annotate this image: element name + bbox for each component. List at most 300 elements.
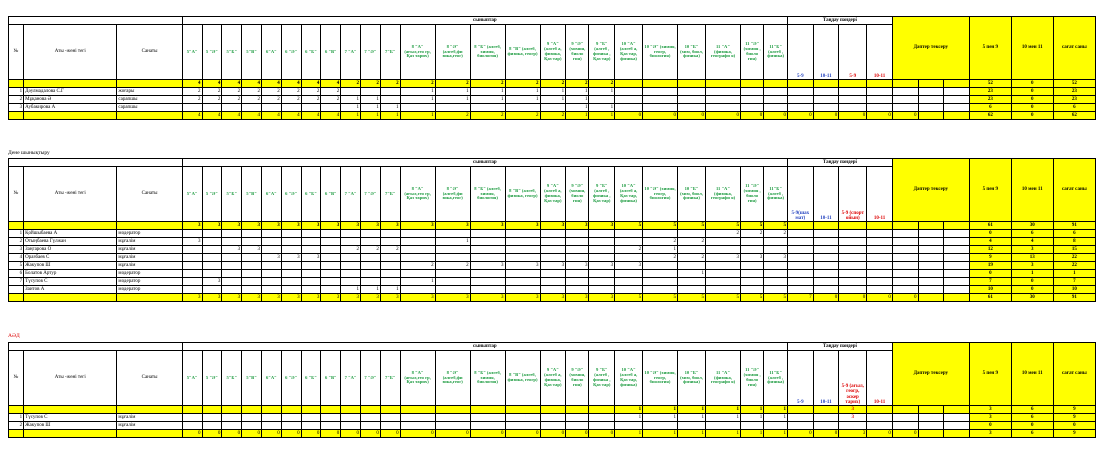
- row-cell: 3: [615, 262, 643, 270]
- row-total: 10: [969, 286, 1011, 294]
- plan-cell: 2: [361, 80, 381, 88]
- header-class: 5"А": [182, 351, 202, 406]
- group-header-electives: Таңдау пәндері: [787, 159, 892, 167]
- sum-cell: 3: [361, 294, 381, 302]
- table-row: [9, 262, 1096, 270]
- row-total: 0: [1053, 422, 1095, 430]
- plan-cell: 2: [341, 80, 361, 88]
- table-row: [9, 270, 1096, 278]
- row-cell: 1: [505, 96, 540, 104]
- row-total: 22: [1053, 254, 1095, 262]
- row-cell: [400, 422, 435, 430]
- sum-cell: 0: [706, 112, 741, 120]
- row-cell: [202, 246, 222, 254]
- row-cell: [615, 254, 643, 262]
- sum-elective: 0: [867, 430, 893, 438]
- row-cell: [380, 238, 400, 246]
- header-hours: сағат саны: [1053, 17, 1095, 80]
- sum-elective: 0: [839, 294, 867, 302]
- plan-cell: 3: [435, 222, 470, 230]
- sum-cell: 4: [301, 112, 321, 120]
- sum-cell: 4: [242, 112, 262, 120]
- row-cell: [589, 414, 615, 422]
- sum-elective: 3: [839, 430, 867, 438]
- row-total: 0: [969, 422, 1011, 430]
- row-cell: 3: [589, 262, 615, 270]
- row-cell: [281, 246, 301, 254]
- row-cell: [242, 104, 262, 112]
- row-cell: [566, 286, 589, 294]
- sum-cell: 0: [301, 430, 321, 438]
- row-cell: [321, 270, 341, 278]
- row-cell: [261, 246, 281, 254]
- header-class: 6 "Б": [301, 25, 321, 80]
- row-cell: [764, 422, 788, 430]
- row-cell: [202, 270, 222, 278]
- sum-cell: 0: [643, 112, 678, 120]
- row-total: 0: [969, 230, 1011, 238]
- row-cell: 3: [470, 262, 505, 270]
- row-position: сарапшы: [117, 104, 182, 112]
- row-cell: 1: [380, 286, 400, 294]
- row-name: Түсупов С: [24, 278, 117, 286]
- plan-cell: 2: [380, 80, 400, 88]
- row-cell: [540, 254, 566, 262]
- plan-total: 0: [1011, 80, 1053, 88]
- row-no: [9, 286, 24, 294]
- plan-cell: [400, 406, 435, 414]
- row-cell: [435, 104, 470, 112]
- header-position: Санаты: [117, 25, 182, 80]
- row-cell: [764, 96, 788, 104]
- row-cell: [589, 96, 615, 104]
- sum-elective: 0: [787, 430, 813, 438]
- row-elective-cell: [839, 422, 867, 430]
- row-cell: 1: [540, 88, 566, 96]
- plan-cell: 3: [182, 222, 202, 230]
- group-header-electives: Таңдау пәндері: [787, 17, 892, 25]
- row-cell: [540, 230, 566, 238]
- sum-elective: 0: [867, 112, 893, 120]
- row-cell: [764, 104, 788, 112]
- row-cell: [182, 270, 202, 278]
- row-cell: [261, 104, 281, 112]
- row-cell: [589, 254, 615, 262]
- sum-total: 61: [969, 294, 1011, 302]
- sum-elective: 7: [787, 294, 813, 302]
- row-cell: 1: [400, 96, 435, 104]
- sum-cell: 5: [643, 294, 678, 302]
- header-class: 6 "Б": [301, 351, 321, 406]
- row-cell: [242, 262, 262, 270]
- sum-cell: 0: [361, 430, 381, 438]
- header-hours: сағат саны: [1053, 159, 1095, 222]
- row-cell: 2: [242, 96, 262, 104]
- sum-total: 6: [1011, 430, 1053, 438]
- row-no: 1: [9, 414, 24, 422]
- group-header-electives: Таңдау пәндері: [787, 343, 892, 351]
- row-name: Заңгарова О: [24, 246, 117, 254]
- row-cell: [505, 246, 540, 254]
- row-cell: [222, 262, 242, 270]
- row-cell: [470, 246, 505, 254]
- row-cell: [615, 104, 643, 112]
- row-cell: [435, 286, 470, 294]
- header-elective-sub: 5-9: [839, 25, 867, 80]
- row-total: 7: [1053, 278, 1095, 286]
- row-cell: 1: [740, 414, 763, 422]
- row-cell: [321, 262, 341, 270]
- row-cell: [740, 286, 763, 294]
- row-cell: [261, 286, 281, 294]
- row-cell: [301, 104, 321, 112]
- row-cell: [706, 104, 741, 112]
- header-class: 6 "В": [321, 25, 341, 80]
- plan-cell: [505, 406, 540, 414]
- row-cell: [505, 230, 540, 238]
- plan-cell: [566, 406, 589, 414]
- sum-cell: 3: [202, 294, 222, 302]
- row-cell: [361, 414, 381, 422]
- row-cell: [341, 262, 361, 270]
- row-cell: [202, 422, 222, 430]
- row-cell: 1: [643, 246, 678, 254]
- row-cell: [566, 278, 589, 286]
- plan-cell: 1: [643, 406, 678, 414]
- row-name: Оразбаев С: [24, 254, 117, 262]
- sum-cell: 0: [470, 430, 505, 438]
- plan-cell: 5: [706, 222, 741, 230]
- row-cell: 1: [361, 104, 381, 112]
- row-cell: [706, 286, 741, 294]
- plan-cell: 2: [566, 80, 589, 88]
- sum-cell: 0: [182, 430, 202, 438]
- sum-cell: 0: [505, 430, 540, 438]
- row-cell: 1: [706, 414, 741, 422]
- header-class: 5"Б": [222, 25, 242, 80]
- sum-elective: 0: [813, 430, 839, 438]
- row-total: 0: [1011, 286, 1053, 294]
- sum-cell: 3: [540, 294, 566, 302]
- table-row: [9, 278, 1096, 286]
- row-cell: [281, 238, 301, 246]
- header-class: 5"В": [242, 25, 262, 80]
- sum-cell: 3: [589, 294, 615, 302]
- header-class: 7 "А": [341, 25, 361, 80]
- sum-cell: 0: [281, 430, 301, 438]
- row-cell: 3: [281, 254, 301, 262]
- header-position: Санаты: [117, 167, 182, 222]
- row-total: 0: [1011, 422, 1053, 430]
- row-total: 3: [1011, 262, 1053, 270]
- row-cell: [222, 230, 242, 238]
- row-cell: [678, 422, 706, 430]
- header-class: 9 "Ә" (химия, биоло гия): [566, 25, 589, 80]
- plan-cell: 4: [182, 80, 202, 88]
- sum-cell: 5: [615, 294, 643, 302]
- sum-cell: 3: [321, 294, 341, 302]
- plan-cell: 2: [540, 80, 566, 88]
- row-cell: 1: [615, 414, 643, 422]
- row-cell: 2: [643, 254, 678, 262]
- plan-total: 9: [1053, 406, 1095, 414]
- row-cell: [261, 422, 281, 430]
- header-5-9: 5 пен 9: [969, 343, 1011, 406]
- row-cell: [400, 104, 435, 112]
- sum-cell: 3: [182, 294, 202, 302]
- plan-cell: [435, 406, 470, 414]
- plan-total: 52: [969, 80, 1011, 88]
- row-cell: [242, 254, 262, 262]
- header-class: 6"А": [261, 351, 281, 406]
- row-cell: [740, 88, 763, 96]
- row-cell: 1: [341, 286, 361, 294]
- row-cell: 1: [678, 414, 706, 422]
- sum-total: 9: [1053, 430, 1095, 438]
- row-cell: [740, 278, 763, 286]
- row-cell: [643, 270, 678, 278]
- header-class: 5"А": [182, 25, 202, 80]
- row-cell: 3: [222, 246, 242, 254]
- row-cell: [321, 254, 341, 262]
- row-cell: [202, 286, 222, 294]
- row-cell: 1: [435, 88, 470, 96]
- row-cell: [301, 270, 321, 278]
- header-class: 7"Б": [380, 351, 400, 406]
- row-cell: [380, 270, 400, 278]
- row-cell: [740, 104, 763, 112]
- row-cell: [341, 254, 361, 262]
- sum-cell: 1: [566, 112, 589, 120]
- sum-cell: 0: [740, 112, 763, 120]
- plan-cell: [182, 406, 202, 414]
- row-cell: [361, 262, 381, 270]
- row-total: 1: [1011, 270, 1053, 278]
- row-cell: [222, 254, 242, 262]
- header-elective-sub: 10-11: [867, 351, 893, 406]
- row-cell: 1: [361, 96, 381, 104]
- sum-cell: 3: [281, 294, 301, 302]
- sum-elective: 0: [787, 112, 813, 120]
- header-class: 6 "Б": [301, 167, 321, 222]
- header-class: 6 "Ә": [281, 25, 301, 80]
- header-class: 6"А": [261, 25, 281, 80]
- sum-cell: 5: [764, 294, 788, 302]
- sum-notebook: 0: [892, 430, 918, 438]
- row-total: 1: [1053, 270, 1095, 278]
- header-class: 9 "Ә" (химия, биоло гия): [566, 351, 589, 406]
- sum-cell: 3: [242, 294, 262, 302]
- row-cell: 3: [706, 254, 741, 262]
- plan-cell: [222, 406, 242, 414]
- row-cell: [505, 286, 540, 294]
- row-no: 2: [9, 422, 24, 430]
- row-cell: [643, 278, 678, 286]
- row-cell: [470, 254, 505, 262]
- header-class: 7 "Ә": [361, 167, 381, 222]
- plan-cell: [301, 406, 321, 414]
- header-elective-sub: 5-9: [787, 351, 813, 406]
- row-cell: 2: [678, 254, 706, 262]
- sum-cell: 1: [643, 430, 678, 438]
- plan-cell: [361, 406, 381, 414]
- row-cell: 1: [400, 278, 435, 286]
- row-no: 5: [9, 262, 24, 270]
- row-cell: [361, 230, 381, 238]
- row-cell: [202, 230, 222, 238]
- plan-cell: [764, 80, 788, 88]
- row-cell: [341, 278, 361, 286]
- sum-elective: 0: [813, 294, 839, 302]
- header-class: 5"Б": [222, 351, 242, 406]
- row-cell: [566, 254, 589, 262]
- table-row: [9, 104, 1096, 112]
- row-cell: [540, 422, 566, 430]
- row-total: 6: [969, 104, 1011, 112]
- sum-total: 62: [1053, 112, 1095, 120]
- row-cell: [400, 414, 435, 422]
- plan-cell: [540, 406, 566, 414]
- row-cell: 1: [566, 96, 589, 104]
- row-cell: [540, 246, 566, 254]
- sum-cell: 1: [740, 430, 763, 438]
- row-cell: [589, 278, 615, 286]
- row-total: 0: [1011, 104, 1053, 112]
- row-cell: [301, 414, 321, 422]
- plan-total: 52: [1053, 80, 1095, 88]
- row-cell: [540, 278, 566, 286]
- row-cell: 1: [540, 96, 566, 104]
- header-elective-sub: 10-11: [867, 25, 893, 80]
- row-cell: [706, 270, 741, 278]
- row-cell: 3: [182, 238, 202, 246]
- plan-cell: 4: [222, 80, 242, 88]
- row-cell: 2: [261, 96, 281, 104]
- row-cell: [643, 104, 678, 112]
- header-class: 10 "Б" (хим, биол, физика): [678, 25, 706, 80]
- header-class: 5"В": [242, 351, 262, 406]
- plan-cell: 3: [222, 222, 242, 230]
- header-class: 10 "А" (алгеб а, Қаз тар, физика): [615, 167, 643, 222]
- row-cell: 2: [261, 88, 281, 96]
- row-cell: [321, 238, 341, 246]
- row-cell: [435, 254, 470, 262]
- row-cell: [470, 278, 505, 286]
- row-position: мұғалім: [117, 422, 182, 430]
- row-cell: [281, 262, 301, 270]
- row-cell: [540, 414, 566, 422]
- table-row: [9, 96, 1096, 104]
- table-2: [8, 158, 1096, 302]
- header-class: 7 "Ә": [361, 351, 381, 406]
- row-total: 0: [1011, 88, 1053, 96]
- header-elective-sub: 10-11: [813, 351, 839, 406]
- header-class: 5 "Ә": [202, 167, 222, 222]
- sum-cell: 0: [202, 430, 222, 438]
- row-cell: 2: [341, 246, 361, 254]
- plan-cell: 5: [643, 222, 678, 230]
- sum-cell: 3: [301, 294, 321, 302]
- header-class: 8 "Ә" (алгеб,фи зика,геог): [435, 167, 470, 222]
- header-class: 8 "А" (ағыл,гео гр, Қаз тарих): [400, 25, 435, 80]
- row-no: 3: [9, 104, 24, 112]
- row-cell: [341, 414, 361, 422]
- row-cell: 2: [202, 88, 222, 96]
- plan-cell: 3: [321, 222, 341, 230]
- row-name: Түсупов С: [24, 414, 117, 422]
- row-cell: [706, 96, 741, 104]
- row-cell: [242, 278, 262, 286]
- row-cell: [202, 414, 222, 422]
- row-cell: 2: [400, 262, 435, 270]
- sum-notebook: 0: [892, 112, 918, 120]
- row-cell: [400, 230, 435, 238]
- header-no: №: [9, 351, 24, 406]
- sum-elective: 0: [839, 112, 867, 120]
- row-cell: [301, 238, 321, 246]
- row-cell: [589, 422, 615, 430]
- plan-total: 30: [1011, 222, 1053, 230]
- plan-total: 6: [1011, 406, 1053, 414]
- row-cell: [341, 230, 361, 238]
- row-cell: [706, 278, 741, 286]
- row-cell: [242, 414, 262, 422]
- row-cell: [740, 270, 763, 278]
- row-cell: [242, 230, 262, 238]
- row-cell: [301, 278, 321, 286]
- row-cell: [615, 286, 643, 294]
- plan-cell: 2: [589, 80, 615, 88]
- row-name: Жакупов Ш: [24, 262, 117, 270]
- row-total: 22: [1053, 262, 1095, 270]
- sum-cell: 0: [400, 430, 435, 438]
- row-cell: [566, 270, 589, 278]
- header-class: 8 "Ә" (алгеб,фи зика,геог): [435, 351, 470, 406]
- sum-elective: 0: [867, 294, 893, 302]
- row-cell: [380, 422, 400, 430]
- plan-cell: 5: [615, 222, 643, 230]
- row-cell: 2: [242, 88, 262, 96]
- header-class: 10 "Б" (хим, биол, физика): [678, 351, 706, 406]
- plan-cell: 3: [400, 222, 435, 230]
- header-class: 9 "Ә" (химия, биоло гия): [566, 167, 589, 222]
- sum-cell: 1: [400, 112, 435, 120]
- plan-cell: 3: [589, 222, 615, 230]
- plan-cell: 3: [242, 222, 262, 230]
- row-position: модератор: [117, 270, 182, 278]
- row-cell: [470, 414, 505, 422]
- row-cell: [505, 414, 540, 422]
- header-hours: сағат саны: [1053, 343, 1095, 406]
- header-class: 8 "Ә" (алгеб,фи зика,геог): [435, 25, 470, 80]
- row-cell: [361, 238, 381, 246]
- plan-cell: 4: [261, 80, 281, 88]
- header-class: 6"А": [261, 167, 281, 222]
- row-cell: [470, 270, 505, 278]
- row-cell: [281, 230, 301, 238]
- row-cell: [505, 270, 540, 278]
- plan-cell: 2: [435, 80, 470, 88]
- header-no: №: [9, 167, 24, 222]
- plan-cell: [643, 80, 678, 88]
- plan-cell: 5: [678, 222, 706, 230]
- table-row: [9, 230, 1096, 238]
- header-name: Аты -жөні тегі: [24, 351, 117, 406]
- sum-cell: 0: [222, 430, 242, 438]
- block-2: [8, 158, 1096, 302]
- row-cell: [222, 286, 242, 294]
- caption-aad: АӘД: [8, 333, 20, 339]
